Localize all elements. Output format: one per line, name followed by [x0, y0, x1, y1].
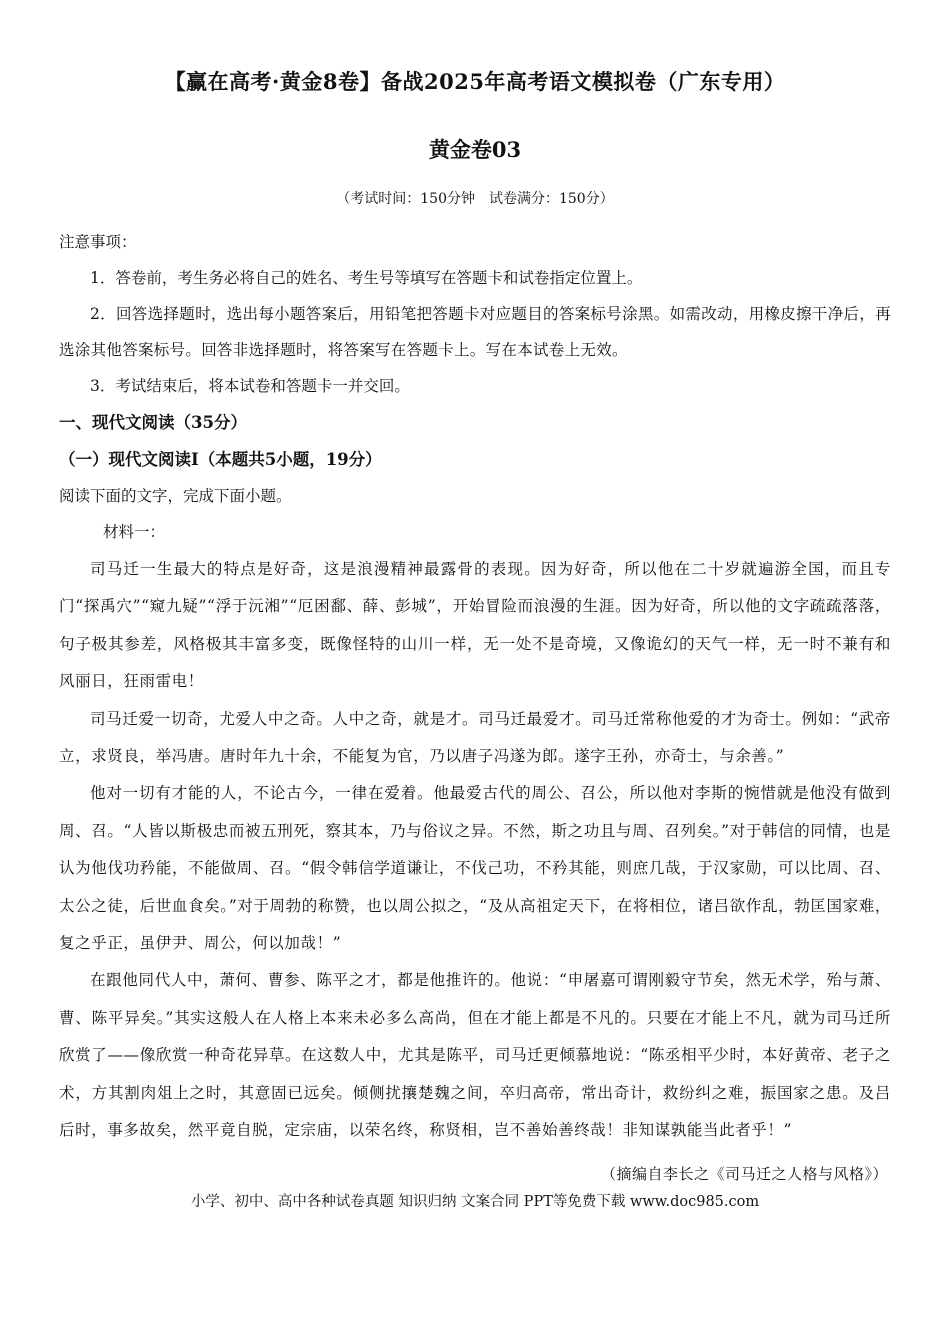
exam-content [59, 224, 891, 1150]
passage-paragraph-3: 他对一切有才能的人，不论古今，一律在爱着。他最爱古代的周公、召公，所以他对李斯的惋惜就是他没有做到周、召。“人皆以斯极忠而被五刑死，察其本，乃与俗议之异。不然，斯之功且与周、召列矣。”对于韩信的同情，也是认为他伐功矜能，不能做周、召。“假令韩信学道谦让，不伐己功，不矜其能，则庶几哉，于汉家勋，可以比周、召、太公之徒，后世血食矣。”对于周勃的称赞，也以周公拟之，“及从高祖定天下，在将相位，诸吕欲作乱，勃匡国家难，复之乎正，虽伊尹、周公，何以加哉！” [59, 784, 891, 953]
exam-title: 【赢在高考·黄金8卷】备战2025年高考语文模拟卷（广东专用） [164, 69, 786, 94]
passage-paragraph-4: 在跟他同代人中，萧何、曹参、陈平之才，都是他推许的。他说：“申屠嘉可谓刚毅守节矣，然无术学，殆与萧、曹、陈平异矣。”其实这般人在人格上本来未必多么高尚，但在才能上都是不凡的。只要在才能上不凡，就为司马迁所欣赏了——像欣赏一种奇花异草。在这数人中，尤其是陈平，司马迁更倾慕地说：“陈丞相平少时，本好黄帝、老子之术，方其割肉俎上之时，其意固已远矣。倾侧扰攘楚魏之间，卒归高帝，常出奇计，救纷纠之难，振国家之患。及吕后时，事多故矣，然平竟自脱，定宗庙，以荣名终，称贤相，岂不善始善终哉！非知谋孰能当此者乎！” [59, 971, 891, 1140]
exam-subtitle: 黄金卷03 [428, 137, 522, 162]
notice-item-1: 1．答卷前，考生务必将自己的姓名、考生号等填写在答题卡和试卷指定位置上。 [90, 269, 643, 287]
footer-promo: 小学、初中、高中各种试卷真题 知识归纳 文案合同 PPT等免费下载 www.doc985.com [190, 1194, 760, 1210]
exam-time-info: （考试时间：150分钟 试卷满分：150分） [336, 191, 614, 207]
material-label: 材料一： [103, 523, 166, 541]
reading-instruction: 阅读下面的文字，完成下面小题。 [59, 487, 292, 505]
section-subheading: （一）现代文阅读Ⅰ（本题共5小题，19分） [59, 450, 382, 469]
passage-source: （摘编自李长之《司马迁之人格与风格》） [600, 1165, 888, 1183]
notice-item-3: 3．考试结束后，将本试卷和答题卡一并交回。 [90, 377, 410, 395]
notice-item-2: 2．回答选择题时，选出每小题答案后，用铅笔把答题卡对应题目的答案标号涂黑。如需改动，用橡皮擦干净后，再选涂其他答案标号。回答非选择题时，将答案写在答题卡上。写在本试卷上无效。 [59, 305, 891, 359]
passage-paragraph-1: 司马迁一生最大的特点是好奇，这是浪漫精神最露骨的表现。因为好奇，所以他在二十岁就遍游全国，而且专门“探禹穴”“窥九疑”“浮于沅湘”“厄困鄱、薛、彭城”，开始冒险而浪漫的生涯。因为好奇，所以他的文字疏疏落落，句子极其参差，风格极其丰富多变，既像怪特的山川一样，无一处不是奇境，又像诡幻的天气一样，无一时不兼有和风丽日，狂雨雷电！ [59, 560, 891, 691]
passage-paragraph-2: 司马迁爱一切奇，尤爱人中之奇。人中之奇，就是才。司马迁最爱才。司马迁常称他爱的才为奇士。例如：“武帝立，求贤良，举冯唐。唐时年九十余，不能复为官，乃以唐子冯遂为郎。遂字王孙，亦奇士，与余善。” [59, 709, 891, 766]
notice-label: 注意事项： [59, 233, 137, 251]
section-heading: 一、现代文阅读（35分） [59, 413, 247, 432]
